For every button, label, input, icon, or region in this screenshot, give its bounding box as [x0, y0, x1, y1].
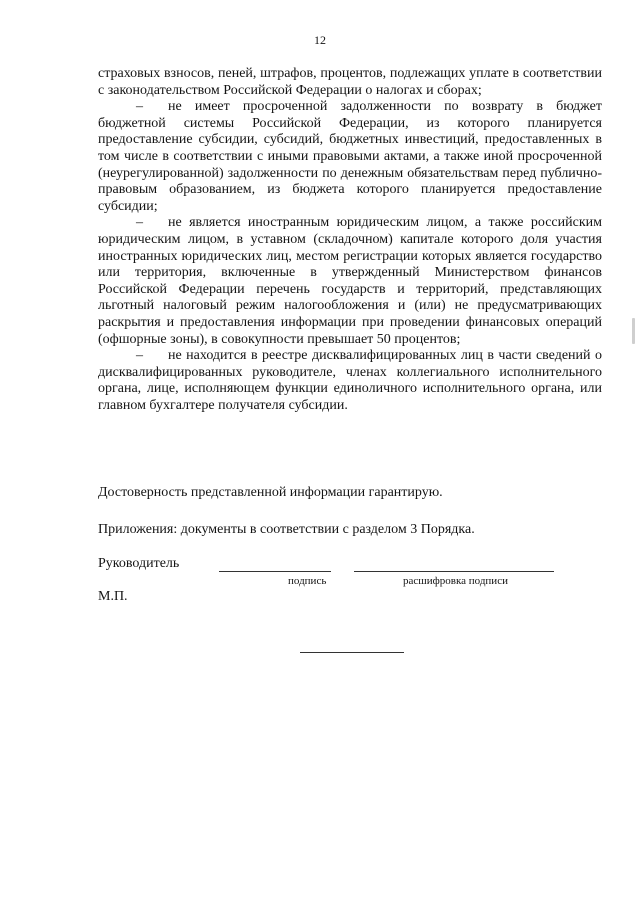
bullet-dash: – — [136, 99, 143, 115]
paragraph-text: страховых взносов, пеней, штрафов, процентов, подлежащих уплате в соответствии с законодательством Российской Федерации о налогах и сборах; — [98, 66, 602, 98]
name-caption: расшифровка подписи — [403, 575, 508, 587]
attachments-statement: Приложения: документы в соответствии с разделом 3 Порядка. — [98, 522, 475, 537]
paragraph-text: не имеет просроченной задолженности по возврату в бюджет бюджетной системы Российской Федерации, из которого планируется предоставление субсидии, субсидий, бюджетных инвестиций, предоставленных в том числе в соответствии с иными правовыми актами, а также иной просроченной (неурегулированной) задолженности по денежным обязательствам перед публично-правовым образованием, из бюджета которого планируется предоставление субсидии; — [98, 99, 602, 214]
signature-line — [219, 571, 331, 572]
bullet-dash: – — [136, 215, 143, 231]
page-number: 12 — [314, 33, 326, 47]
stamp-place: М.П. — [98, 589, 128, 604]
scan-mark — [632, 318, 635, 344]
signatory-role: Руководитель — [98, 556, 180, 571]
paragraph-text: не находится в реестре дисквалифицированных лиц в части сведений о дисквалифицированных руководителе, членах коллегиального исполнительного органа, лице, исполняющем функции единоличного исполнительного органа, или главном бухгалтере получателя субсидии. — [98, 348, 602, 413]
bullet-dash: – — [136, 348, 143, 364]
paragraph-continuation — [98, 66, 602, 99]
body-text — [98, 66, 602, 414]
end-rule — [300, 652, 404, 653]
name-line — [354, 571, 554, 572]
paragraph-not-foreign-entity — [98, 215, 602, 348]
paragraph-no-overdue-debt — [98, 99, 602, 215]
guarantee-statement: Достоверность представленной информации гарантирую. — [98, 485, 443, 500]
paragraph-text: не является иностранным юридическим лицом, а также российским юридическим лицом, в уставном (складочном) капитале которого доля участия иностранных юридических лиц, местом регистрации которых является государство или территория, включенные в утвержденный Министерством финансов Российской Федерации перечень государств и территорий, представляющих льготный налоговый режим налогообложения и (или) не предусматривающих раскрытия и предоставления информации при проведении финансовых операций (офшорные зоны), в совокупности превышает 50 процентов; — [98, 215, 602, 347]
signature-caption: подпись — [288, 575, 327, 587]
paragraph-not-disqualified — [98, 348, 602, 414]
